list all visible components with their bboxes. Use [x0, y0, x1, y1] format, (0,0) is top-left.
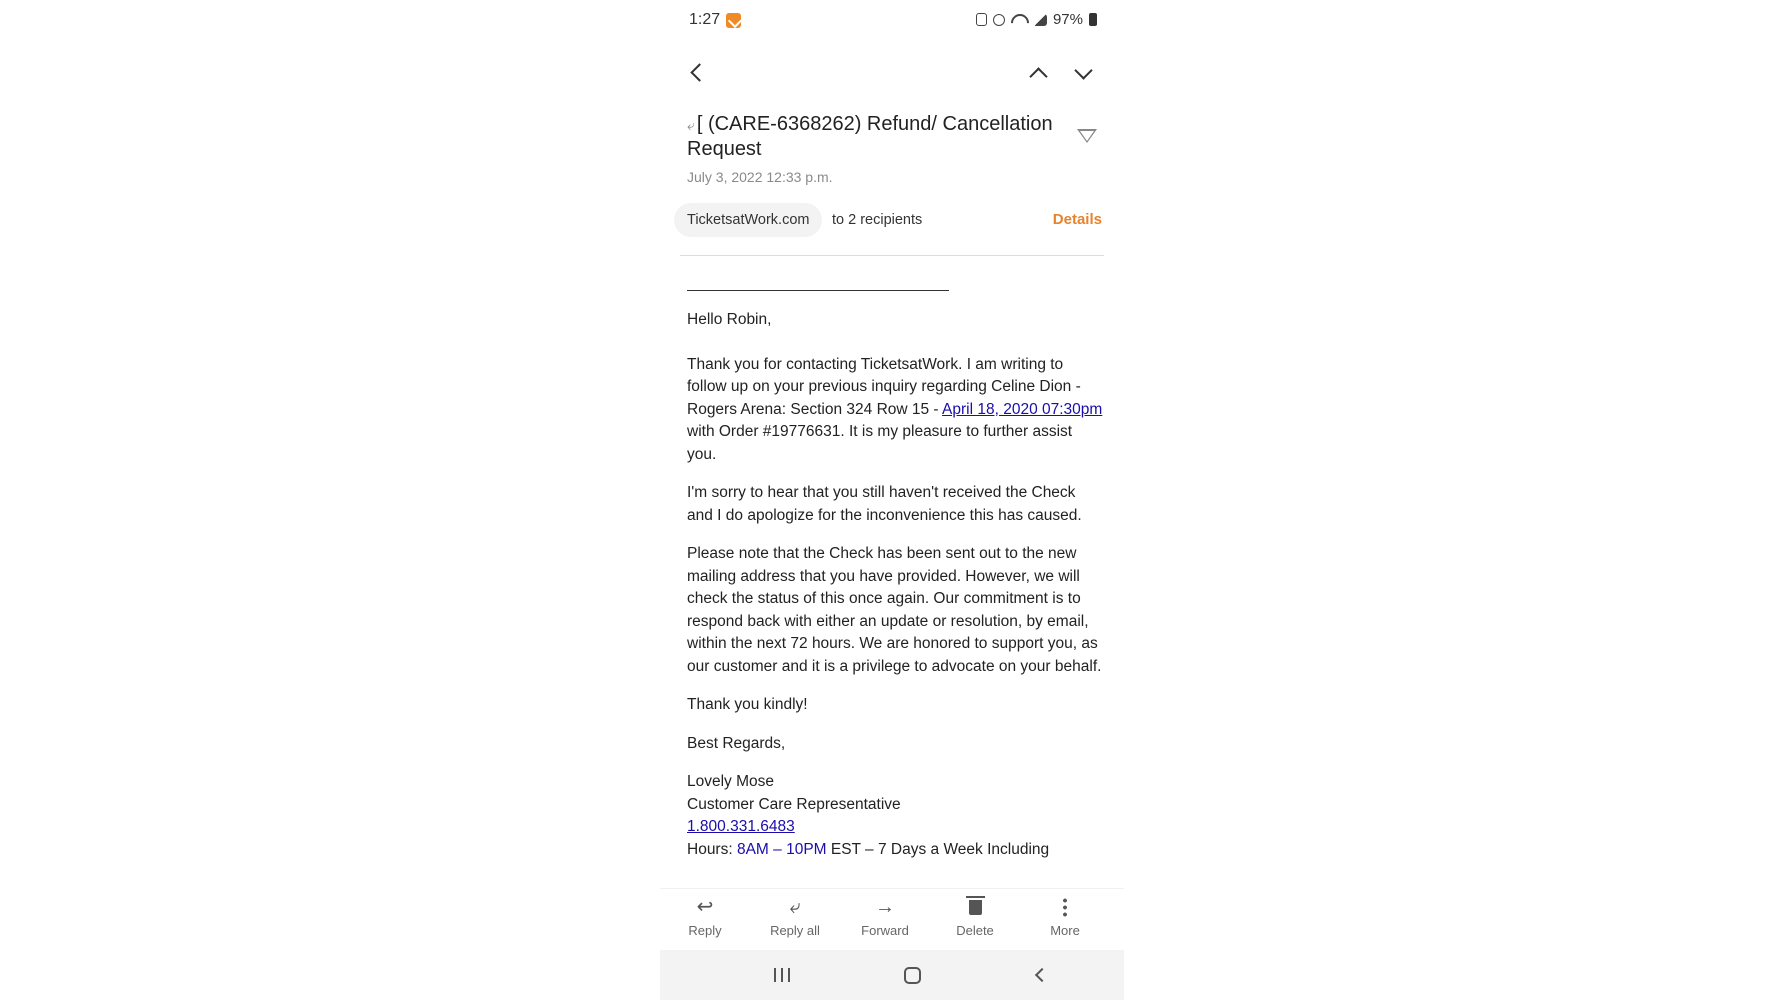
email-top-bar	[660, 50, 1124, 94]
paragraph-inquiry: Thank you for contacting TicketsatWork. I am writing to follow up on your previous inquiry regarding Celine Dion - Rogers Arena: Section 324 Row 15 - April 18, 2020 07:30pm with Order #19776631. It is my pleasure to further assist you.	[687, 355, 1103, 463]
reply-icon: ↩	[696, 896, 714, 918]
battery-icon	[1089, 13, 1097, 26]
replied-icon: ⤶	[687, 117, 695, 133]
home-button[interactable]	[892, 960, 932, 990]
recent-apps-button[interactable]	[762, 960, 802, 990]
delete-button[interactable]: Delete	[930, 895, 1020, 938]
paragraph-apology: I'm sorry to hear that you still haven't received the Check and I do apologize for the inconvenience this has caused.	[687, 484, 1082, 524]
reply-button[interactable]: ↩ Reply	[660, 895, 750, 938]
more-button[interactable]: More	[1020, 895, 1110, 938]
paragraph-status: Please note that the Check has been sent out to the new mailing address that you have provided. However, we will check the status of this once again. Our commitment is to respond back with either an update or resolution, by email, within the next 72 hours. We are honored to support you, as our customer and it is a privilege to advocate on your behalf.	[687, 545, 1102, 675]
more-vertical-icon	[1063, 897, 1067, 917]
status-time: 1:27	[689, 11, 741, 29]
sender-chip[interactable]: TicketsatWork.com	[674, 203, 822, 237]
battery-percent: 97%	[1052, 11, 1083, 28]
previous-email-button[interactable]	[1022, 56, 1054, 88]
sender-row	[674, 203, 1110, 237]
greeting: Hello Robin,	[687, 311, 772, 328]
chevron-left-icon	[690, 63, 708, 81]
header-divider	[680, 255, 1104, 256]
chevron-up-icon	[1029, 67, 1047, 85]
details-link[interactable]: Details	[1052, 211, 1102, 228]
hours-line: Hours: 8AM – 10PM EST – 7 Days a Week Including	[687, 840, 1050, 858]
thanks-line: Thank you kindly!	[687, 696, 808, 713]
filter-button[interactable]	[1071, 120, 1103, 152]
event-date-link[interactable]: April 18, 2020 07:30pm	[942, 400, 1103, 418]
forward-icon: →	[875, 896, 895, 918]
chevron-down-icon	[1074, 61, 1092, 79]
reply-all-icon: ⤶	[789, 896, 801, 918]
lock-icon	[976, 13, 987, 26]
email-date: July 3, 2022 12:33 p.m.	[687, 169, 833, 185]
status-icons	[976, 11, 1097, 28]
wifi-icon	[1011, 14, 1027, 26]
home-icon	[904, 967, 921, 984]
phone-link[interactable]: 1.800.331.6483	[687, 818, 795, 835]
recents-icon	[774, 968, 790, 982]
trash-icon	[969, 900, 982, 915]
phone-screen	[660, 0, 1124, 1000]
email-body	[687, 270, 1105, 885]
back-button[interactable]	[680, 56, 712, 88]
signal-icon	[1033, 14, 1047, 26]
email-subject: ⤶ [ (CARE-6368262) Refund/ Cancellation Request	[687, 113, 1053, 160]
reply-all-button[interactable]: ⤶ Reply all	[750, 895, 840, 938]
notification-app-icon	[726, 13, 741, 28]
hours-time-link[interactable]: 8AM – 10PM	[736, 840, 827, 858]
forward-button[interactable]: → Forward	[840, 895, 930, 938]
chevron-left-icon	[1035, 968, 1049, 982]
recipients-label[interactable]: to 2 recipients	[832, 212, 923, 228]
signature	[687, 771, 1105, 861]
email-header	[687, 112, 1067, 185]
next-email-button[interactable]	[1067, 56, 1099, 88]
filter-icon	[1077, 129, 1097, 143]
system-nav-bar	[660, 950, 1124, 1000]
status-bar	[660, 0, 1124, 40]
signature-name: Lovely Mose	[687, 773, 775, 790]
body-rule	[687, 290, 949, 291]
regards-line: Best Regards,	[687, 734, 786, 752]
email-action-bar	[660, 888, 1124, 950]
signature-title: Customer Care Representative	[687, 795, 901, 813]
alarm-icon	[993, 14, 1005, 26]
system-back-button[interactable]	[1020, 960, 1060, 990]
